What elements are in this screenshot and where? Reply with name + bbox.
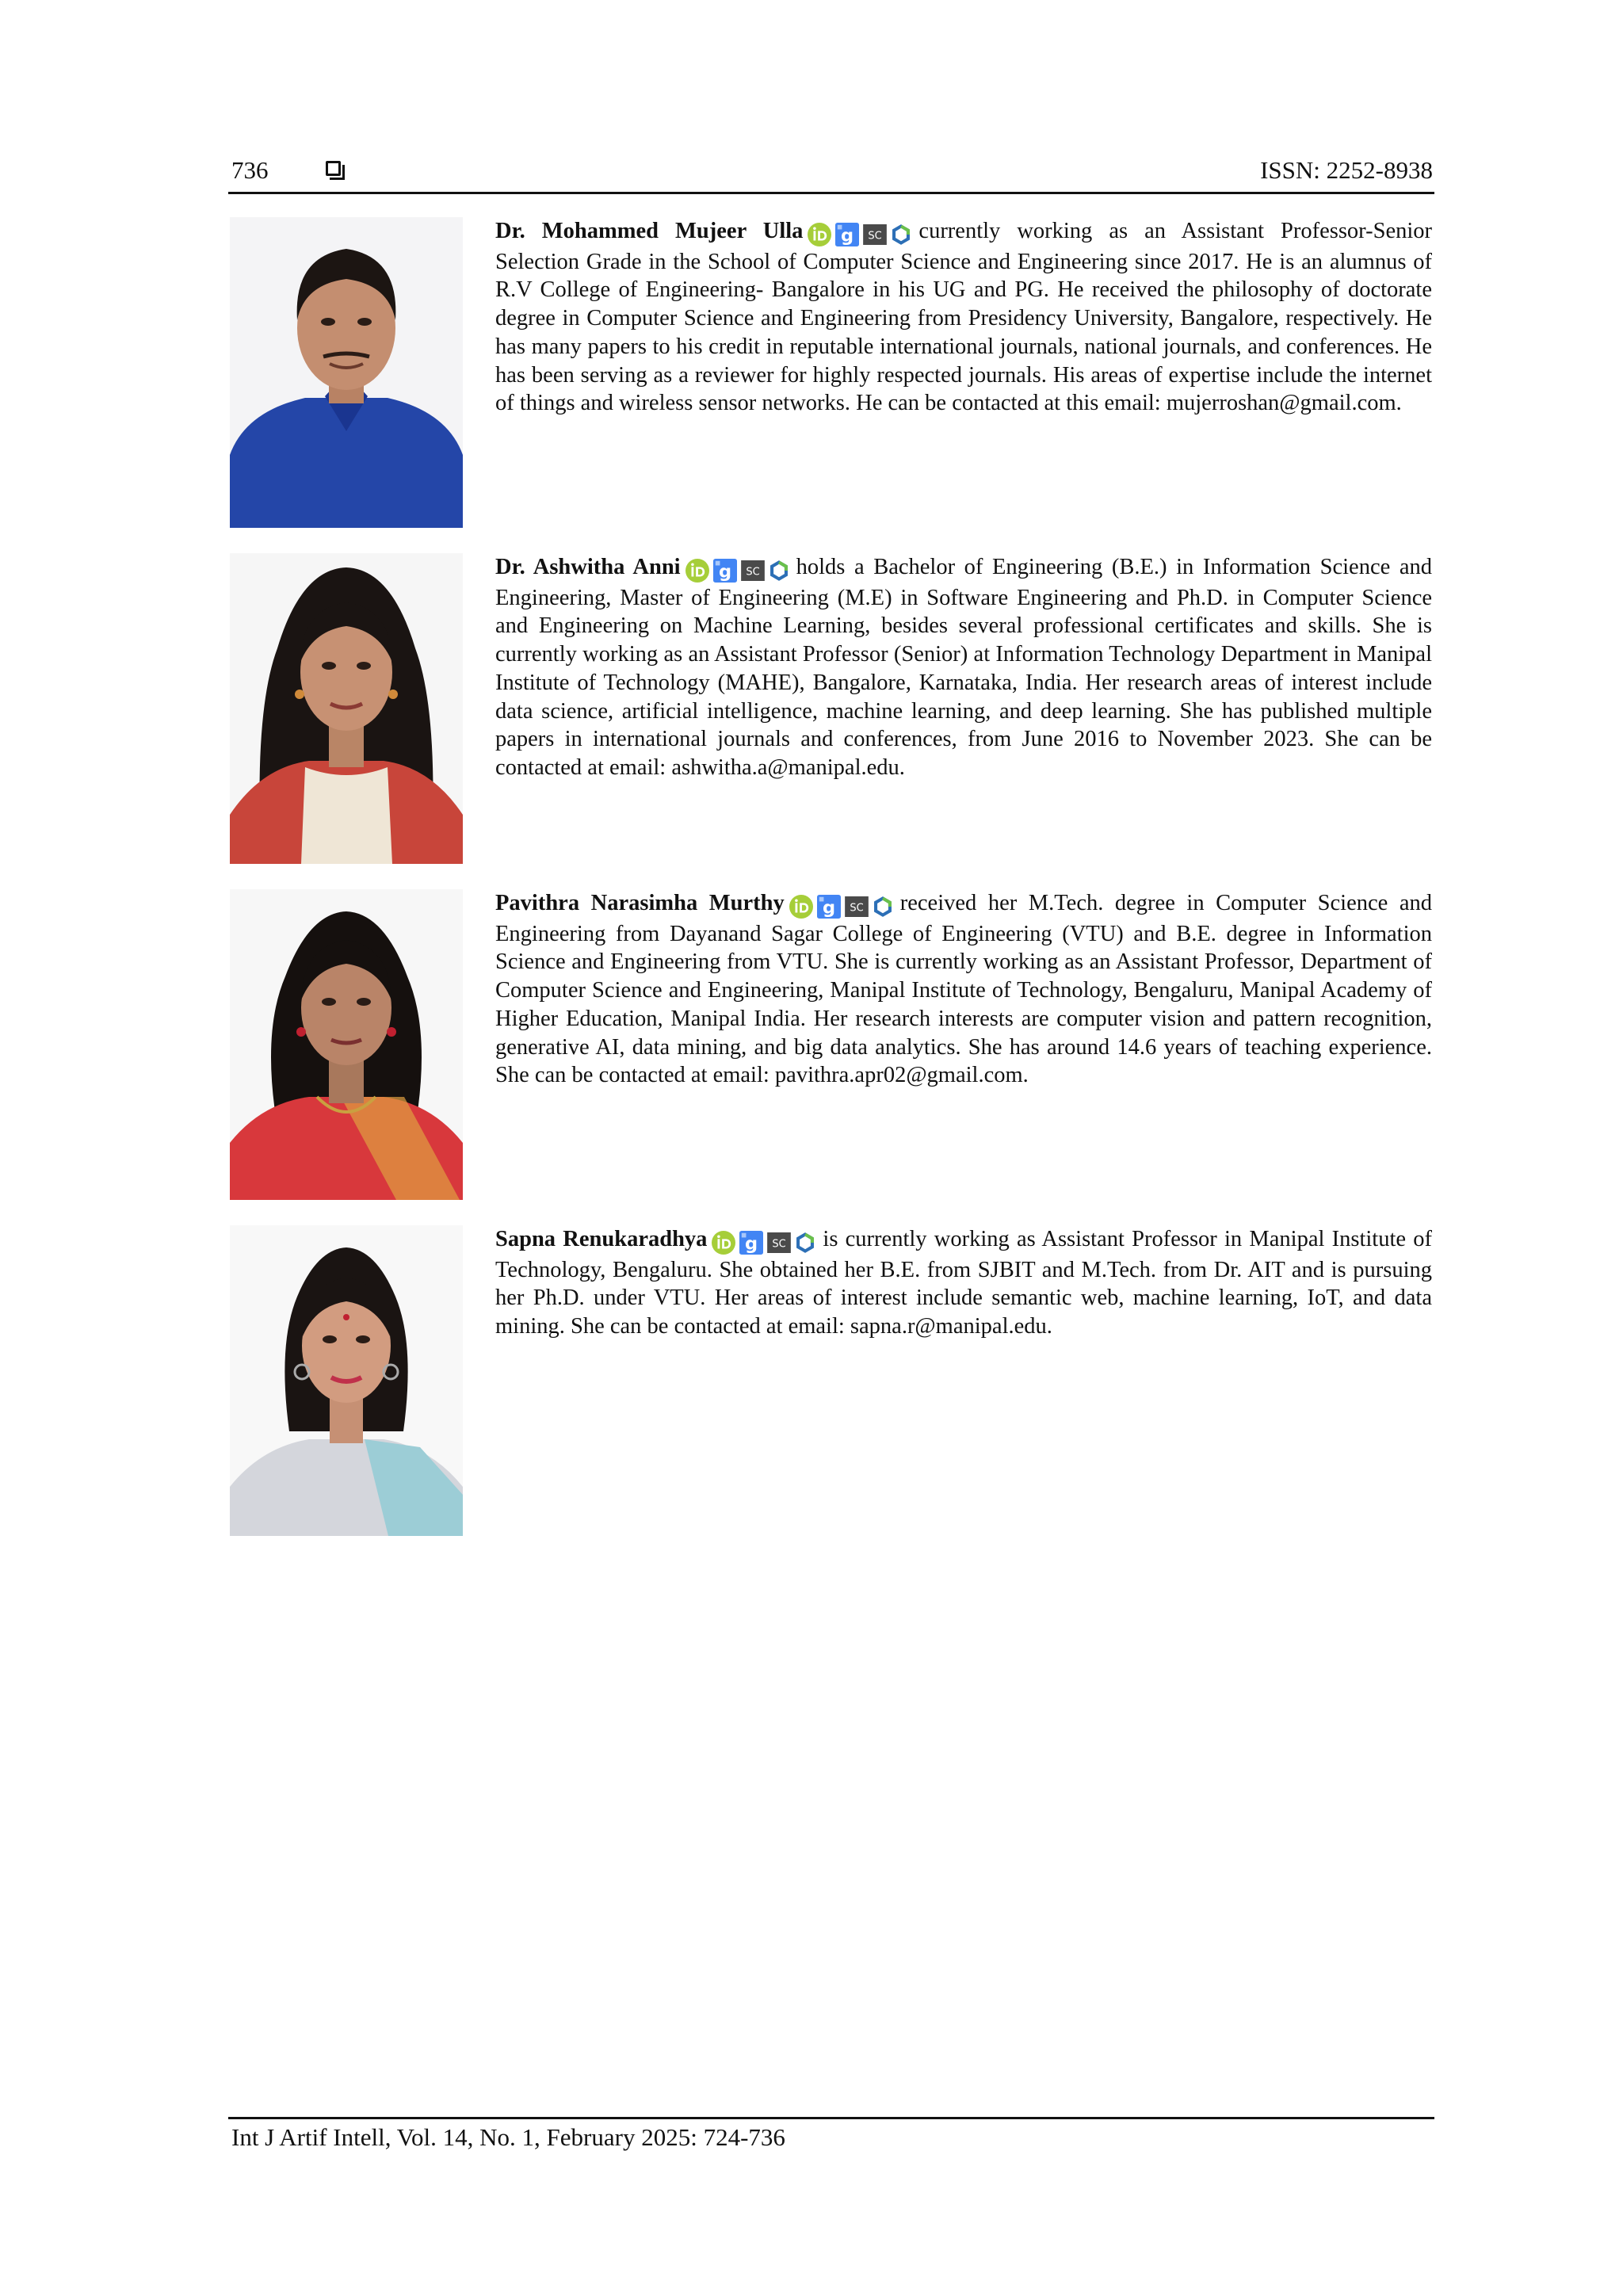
google-scholar-icon[interactable]	[739, 1231, 763, 1255]
publons-icon[interactable]	[891, 224, 911, 245]
orcid-icon[interactable]	[789, 895, 813, 919]
footer-rule	[228, 2117, 1434, 2119]
bio-text	[495, 889, 1432, 1090]
footer-citation: Int J Artif Intell, Vol. 14, No. 1, February 2025: 724-736	[231, 2123, 785, 2151]
profile-icons	[685, 556, 793, 584]
author-photo	[230, 217, 463, 528]
square-bullet-icon	[326, 161, 341, 176]
publons-icon[interactable]	[873, 896, 893, 917]
header-rule	[228, 192, 1434, 194]
bio-text	[495, 1225, 1432, 1341]
scopus-icon[interactable]	[767, 1232, 791, 1253]
bio-text	[495, 217, 1432, 418]
google-scholar-icon[interactable]	[835, 223, 859, 246]
issn: ISSN: 2252-8938	[1260, 156, 1433, 184]
profile-icons	[712, 1228, 819, 1256]
scopus-icon[interactable]	[741, 560, 765, 581]
author-name: Sapna Renukaradhya	[495, 1227, 708, 1251]
scopus-icon[interactable]	[845, 896, 869, 917]
google-scholar-icon[interactable]	[713, 559, 737, 583]
page-header	[231, 154, 1433, 195]
author-photo	[230, 553, 463, 864]
orcid-icon[interactable]	[685, 559, 709, 583]
bio-text	[495, 553, 1432, 782]
bio-body: currently working as an Assistant Professor-Senior Selection Grade in the School of Computer Science and Engineering since 2017. He is an alumnus of R.V College of Engineering- Bangalore in his UG and PG. He received the philosophy of doctorate degree in Computer Science and Engineering from Presidency University, Bangalore, respectively. He has many papers to his credit in reputable international journals, national journals, and conferences. He has been serving as a reviewer for highly respected journals. His areas of expertise include the internet of things and wireless sensor networks. He can be contacted at this email: mujerroshan@gmail.com.	[495, 219, 1432, 416]
author-name: Pavithra Narasimha Murthy	[495, 891, 785, 915]
profile-icons	[808, 220, 915, 248]
bio-body: holds a Bachelor of Engineering (B.E.) in Information Science and Engineering, Master of Engineering (M.E) in Software Engineering and Ph.D. in Computer Science and Engineering on Machine Learning, besides several professional certificates and skills. She is currently working as an Assistant Professor (Senior) at Information Technology Department in Manipal Institute of Technology (MAHE), Bangalore, Karnataka, India. Her research areas of interest include data science, artificial intelligence, machine learning, and deep learning. She has published multiple papers in international journals and conferences, from June 2016 to November 2023. She can be contacted at email: ashwitha.a@manipal.edu.	[495, 555, 1432, 780]
author-photo	[230, 889, 463, 1200]
bio-body: is currently working as Assistant Professor in Manipal Institute of Technology, Bengaluru. She obtained her B.E. from SJBIT and M.Tech. from Dr. AIT and is pursuing her Ph.D. under VTU. Her areas of interest include semantic web, machine learning, IoT, and data mining. She can be contacted at email: sapna.r@manipal.edu.	[495, 1227, 1432, 1339]
orcid-icon[interactable]	[808, 223, 831, 246]
publons-icon[interactable]	[769, 560, 789, 581]
google-scholar-icon[interactable]	[817, 895, 841, 919]
scopus-icon[interactable]	[863, 224, 887, 245]
page-number: 736	[231, 156, 269, 184]
bio-body: received her M.Tech. degree in Computer Science and Engineering from Dayanand Sagar College of Engineering (VTU) and B.E. degree in Information Science and Engineering from VTU. She is currently working as an Assistant Professor, Department of Computer Science and Engineering, Manipal Institute of Technology, Bengaluru, Manipal Academy of Higher Education, Manipal India. Her research interests are computer vision and pattern recognition, generative AI, data mining, and big data analytics. She has around 14.6 years of teaching experience. She can be contacted at email: pavithra.apr02@gmail.com.	[495, 891, 1432, 1088]
author-photo	[230, 1225, 463, 1536]
orcid-icon[interactable]	[712, 1231, 735, 1255]
publons-icon[interactable]	[795, 1232, 815, 1253]
author-name: Dr. Ashwitha Anni	[495, 555, 681, 579]
author-name: Dr. Mohammed Mujeer Ulla	[495, 219, 804, 243]
profile-icons	[789, 892, 897, 920]
